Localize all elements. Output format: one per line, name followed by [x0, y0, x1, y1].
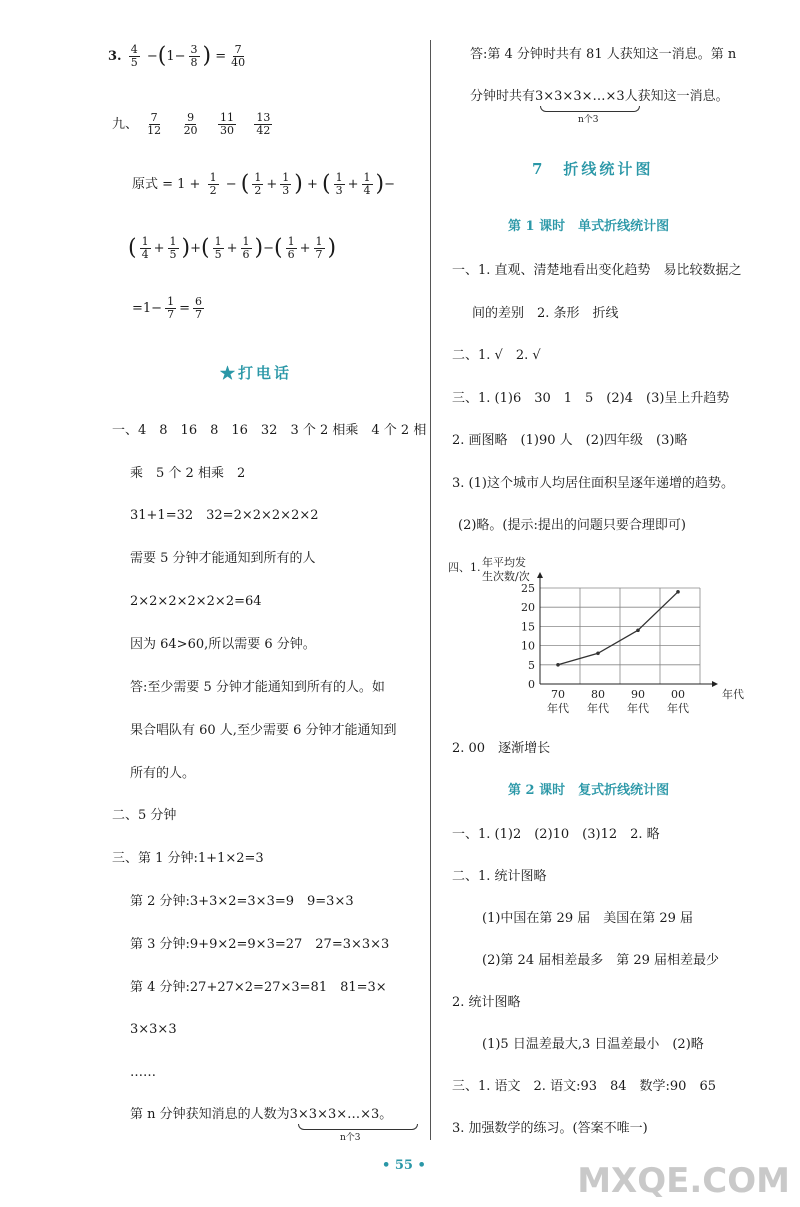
- right-line: 2. 00 逐渐增长: [452, 741, 551, 756]
- left-line: 31+1=32 32=2×2×2×2×2: [130, 508, 319, 523]
- data-point: [556, 663, 560, 667]
- right-line: (1)5 日温差最大,3 日温差最小 (2)略: [482, 1037, 704, 1052]
- x-tick-label: 年代: [667, 702, 689, 715]
- left-line: 果合唱队有 60 人,至少需要 6 分钟才能通知到: [130, 723, 397, 738]
- y-tick-label: 5: [528, 658, 535, 672]
- left-line: 第 4 分钟:27+27×2=27×3=81 81=3×: [130, 980, 387, 995]
- left-line: 所有的人。: [130, 766, 196, 781]
- x-tick-label: 70: [551, 688, 565, 701]
- right-line: 一、1. (1)2 (2)10 (3)12 2. 略: [452, 827, 660, 842]
- data-point: [676, 590, 680, 594]
- right-line: 答:第 4 分钟时共有 81 人获知这一消息。第 n: [470, 47, 737, 62]
- left-line: 3×3×3: [130, 1022, 177, 1037]
- right-line: 3. (1)这个城市人均居住面积呈逐年递增的趋势。: [452, 476, 734, 491]
- left-line: 三、第 1 分钟:1+1×2=3: [112, 851, 264, 866]
- chart-ylabel-2: 生次数/次: [482, 570, 530, 583]
- x-tick-label: 年代: [627, 702, 649, 715]
- left-line: 2×2×2×2×2×2=64: [130, 594, 262, 609]
- x-tick-label: 年代: [587, 702, 609, 715]
- underbrace-label: n个3: [340, 1133, 361, 1143]
- section-title-phone: ★打电话: [220, 364, 293, 382]
- left-line: 第 n 分钟获知消息的人数为3×3×3×…×3。: [130, 1107, 393, 1122]
- right-line: 三、1. 语文 2. 语文:93 84 数学:90 65: [452, 1079, 716, 1094]
- right-line: 三、1. (1)6 30 1 5 (2)4 (3)呈上升趋势: [452, 391, 730, 406]
- chart-ylabel-1: 年平均发: [482, 556, 526, 569]
- right-line: (2)略。(提示:提出的问题只要合理即可): [458, 518, 686, 533]
- line-3-fraction: 3. $\frac{4}{5}$ −(1− $\frac{3}{8}$ ) = $\frac{7}{40}$: [108, 43, 246, 69]
- left-line: 需要 5 分钟才能通知到所有的人: [130, 551, 316, 566]
- y-tick-label: 10: [521, 639, 535, 653]
- watermark-logo: MXQE.COM: [577, 1161, 790, 1201]
- left-line: ……: [130, 1065, 156, 1080]
- expression-line-2: ( $\frac{1}{4}$ + $\frac{1}{5}$ )+( $\frac{1}{5}$ + $\frac{1}{6}$ )−( $\frac{1}{6}$ + $\frac{1}{7}$ ): [128, 235, 337, 261]
- line-9-fractions: 九、 $\frac{7}{12}$ $\frac{9}{20}$ $\frac{11}{30}$ $\frac{13}{42}$: [112, 111, 271, 137]
- right-line: 二、1. √ 2. √: [452, 348, 541, 363]
- right-line: 间的差别 2. 条形 折线: [472, 306, 619, 321]
- right-line: 分钟时共有3×3×3×…×3人获知这一消息。: [470, 89, 729, 104]
- y-tick-label: 15: [521, 620, 535, 634]
- right-line: (2)第 24 届相差最多 第 29 届相差最少: [482, 953, 720, 968]
- x-axis-arrow: [712, 681, 718, 687]
- y-tick-label: 20: [521, 601, 535, 615]
- x-tick-label: 年代: [547, 702, 569, 715]
- expression-line-3: =1− $\frac{1}{7}$ = $\frac{6}{7}$: [132, 295, 202, 321]
- left-line: 答:至少需要 5 分钟才能通知到所有的人。如: [130, 680, 385, 695]
- right-line: (1)中国在第 29 届 美国在第 29 届: [482, 911, 694, 926]
- x-tick-label: 00: [671, 688, 685, 701]
- y-axis-arrow: [537, 572, 543, 578]
- data-point: [636, 628, 640, 632]
- left-line: 第 2 分钟:3+3×2=3×3=9 9=3×3: [130, 894, 354, 909]
- x-axis-label: 年代: [722, 688, 744, 701]
- page-number: • 55 •: [382, 1158, 426, 1173]
- chart-label-four: 四、1.: [448, 561, 481, 574]
- x-tick-label: 90: [631, 688, 645, 701]
- left-line: 因为 64>60,所以需要 6 分钟。: [130, 637, 316, 652]
- left-line: 乘 5 个 2 相乘 2: [130, 466, 246, 481]
- right-line: 二、1. 统计图略: [452, 869, 547, 884]
- section-title-chapter-7: 7 折线统计图: [532, 160, 654, 178]
- column-divider: [430, 40, 431, 1140]
- right-line: 2. 统计图略: [452, 995, 521, 1010]
- right-line: 3. 加强数学的练习。(答案不唯一): [452, 1121, 648, 1136]
- y-tick-label: 0: [528, 678, 535, 691]
- lesson-1-title: 第 1 课时 单式折线统计图: [508, 219, 670, 234]
- data-point: [596, 651, 600, 655]
- right-line: 2. 画图略 (1)90 人 (2)四年级 (3)略: [452, 433, 688, 448]
- left-line: 一、4 8 16 8 16 32 3 个 2 相乘 4 个 2 相: [112, 423, 427, 438]
- expression-line-1: 原式 = 1 + $\frac{1}{2}$ − ( $\frac{1}{2}$ + $\frac{1}{3}$ ) + ( $\frac{1}{3}$ + $\frac{1}{4}$ )−: [132, 171, 396, 197]
- line-chart: [500, 568, 744, 718]
- underbrace-label: n个3: [578, 115, 599, 125]
- y-tick-label: 25: [521, 582, 535, 595]
- lesson-2-title: 第 2 课时 复式折线统计图: [508, 783, 670, 798]
- x-tick-label: 80: [591, 688, 605, 701]
- left-line: 二、5 分钟: [112, 808, 177, 823]
- left-line: 第 3 分钟:9+9×2=9×3=27 27=3×3×3: [130, 937, 390, 952]
- right-line: 一、1. 直观、清楚地看出变化趋势 易比较数据之: [452, 263, 742, 278]
